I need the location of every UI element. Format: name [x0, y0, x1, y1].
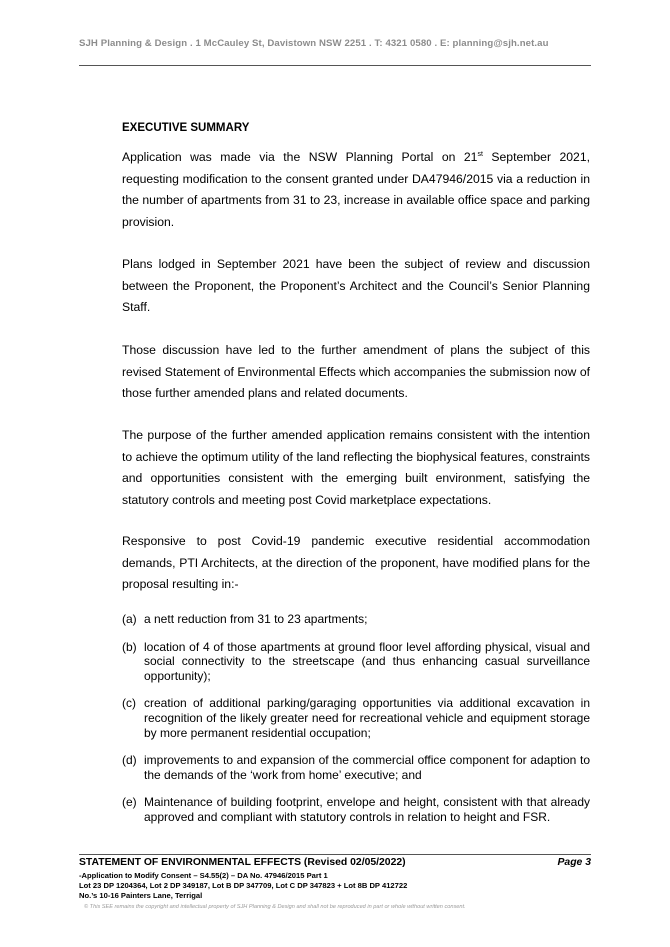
- paragraph-2: Plans lodged in September 2021 have been the subject of review and discussion between the Proponent, the Proponent’s Architect and the Council’s Senior Planning Staff.: [122, 257, 590, 315]
- list-item-text: improvements to and expansion of the commercial office component for adaption to the demands of the ‘work from home’ executive; and: [144, 753, 590, 782]
- footer-title: [79, 857, 591, 868]
- list-item-text: location of 4 of those apartments at ground floor level affording physical, visual and social connectivity to the streetscape (and thus enhancing casual surveillance opportunity);: [144, 639, 590, 683]
- list-marker: (a): [122, 612, 137, 626]
- list-marker: (d): [122, 753, 137, 768]
- header-divider: [79, 65, 591, 66]
- ordinal-suffix: st: [477, 150, 483, 158]
- footer-title-text: STATEMENT OF ENVIRONMENTAL EFFECTS (Revised 02/05/2022): [79, 857, 406, 868]
- list-item-text: creation of additional parking/garaging opportunities via additional excavation in recognition of the likely greater need for recreational vehicle and equipment storage by more permanent residential occupation;: [144, 696, 590, 740]
- list-marker: (e): [122, 795, 137, 810]
- list-marker: (b): [122, 639, 137, 654]
- outcomes-list: [122, 612, 590, 838]
- copyright-notice: © This SEE remains the copyright and intellectual property of SJH Planning & Design and shall not be reproduced in part or whole without written consent.: [84, 904, 466, 910]
- list-item: [122, 612, 590, 627]
- paragraph-1-start: Application was made via the NSW Planning Portal on 21: [122, 150, 478, 164]
- page-number: Page 3: [557, 857, 591, 868]
- list-item: [122, 696, 590, 740]
- list-item: [122, 753, 590, 782]
- page-header: SJH Planning & Design . 1 McCauley St, Davistown NSW 2251 . T: 4321 0580 . E: planning@sjh.net.au: [79, 38, 549, 49]
- list-item-text: Maintenance of building footprint, envelope and height, consistent with that already approved and compliant with statutory controls in relation to height and FSR.: [144, 795, 590, 824]
- paragraph-5: Responsive to post Covid-19 pandemic executive residential accommodation demands, PTI Architects, at the direction of the proponent, have modified plans for the proposal resulting in:-: [122, 534, 590, 592]
- section-heading: EXECUTIVE SUMMARY: [122, 122, 250, 134]
- footer-lots-line: Lot 23 DP 1204364, Lot 2 DP 349187, Lot B DP 347709, Lot C DP 347823 + Lot 8B DP 412722: [79, 881, 408, 890]
- paragraph-3: Those discussion have led to the further amendment of plans the subject of this revised Statement of Environmental Effects which accompanies the submission now of those further amended plans and related documents.: [122, 343, 590, 401]
- list-marker: (c): [122, 696, 136, 711]
- paragraph-1-end: September 2021, requesting modification to the consent granted under DA47946/2015 via a reduction in the number of apartments from 31 to 23, increase in available office space and parking provision.: [122, 150, 590, 229]
- paragraph-4: The purpose of the further amended application remains consistent with the intention to achieve the optimum utility of the land reflecting the biophysical features, constraints and opportunities consistent with the emerging built environment, satisfying the statutory controls and meeting post Covid marketplace expectations.: [122, 428, 590, 507]
- paragraph-1: [122, 147, 590, 233]
- footer-address-line: No.’s 10-16 Painters Lane, Terrigal: [79, 891, 203, 900]
- list-item: [122, 795, 590, 824]
- list-item: [122, 640, 590, 684]
- list-item-text: a nett reduction from 31 to 23 apartments;: [144, 612, 368, 626]
- footer-divider: [79, 854, 591, 855]
- footer-application-line: -Application to Modify Consent – S4.55(2) – DA No. 47946/2015 Part 1: [79, 871, 328, 880]
